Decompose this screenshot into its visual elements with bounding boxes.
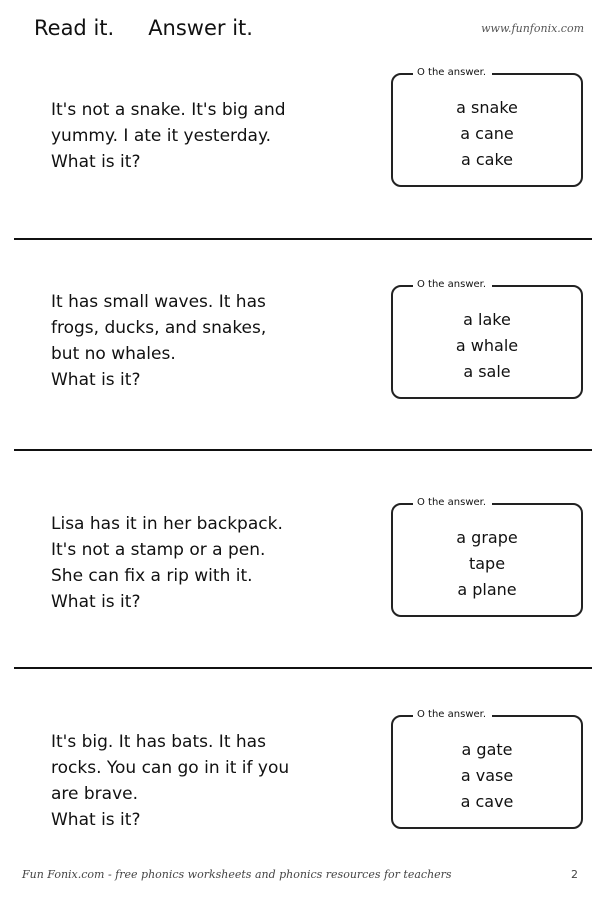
question-3 bbox=[51, 511, 283, 615]
question-line: yummy. I ate it yesterday. bbox=[51, 126, 271, 146]
question-1 bbox=[51, 97, 286, 175]
question-2 bbox=[51, 289, 266, 393]
answer-box-3 bbox=[391, 497, 583, 617]
question-line: rocks. You can go in it if you bbox=[51, 758, 290, 778]
answer-legend: O the answer. bbox=[413, 709, 492, 720]
question-line: but no whales. bbox=[51, 344, 176, 364]
answer-legend: O the answer. bbox=[413, 279, 492, 290]
answer-box-2 bbox=[391, 279, 583, 399]
answer-box-1 bbox=[391, 67, 583, 187]
question-line: What is it? bbox=[51, 370, 141, 390]
question-line: are brave. bbox=[51, 784, 139, 804]
page-number: 2 bbox=[571, 868, 578, 881]
worksheet-title bbox=[34, 16, 253, 40]
answer-option[interactable]: a vase bbox=[460, 766, 514, 785]
question-line: Lisa has it in her backpack. bbox=[51, 514, 283, 534]
answer-option[interactable]: a sale bbox=[463, 362, 511, 381]
answer-box-4 bbox=[391, 709, 583, 829]
answer-option[interactable]: a gate bbox=[461, 740, 513, 759]
title-answer-it: Answer it. bbox=[148, 16, 253, 40]
answer-option[interactable]: a grape bbox=[456, 528, 518, 547]
question-line: What is it? bbox=[51, 810, 141, 830]
answer-option[interactable]: a cake bbox=[460, 150, 514, 169]
answer-option[interactable]: tape bbox=[468, 554, 506, 573]
section-divider bbox=[14, 238, 592, 240]
section-divider bbox=[14, 667, 592, 669]
site-url: www.funfonix.com bbox=[481, 22, 584, 35]
question-line: frogs, ducks, and snakes, bbox=[51, 318, 267, 338]
question-line: What is it? bbox=[51, 592, 141, 612]
answer-option[interactable]: a whale bbox=[455, 336, 519, 355]
answer-legend: O the answer. bbox=[413, 497, 492, 508]
question-line: It has small waves. It has bbox=[51, 292, 266, 312]
question-line: It's not a stamp or a pen. bbox=[51, 540, 266, 560]
section-divider bbox=[14, 449, 592, 451]
footer-text: Fun Fonix.com - free phonics worksheets and phonics resources for teachers bbox=[22, 868, 452, 881]
answer-option[interactable]: a cave bbox=[460, 792, 514, 811]
answer-legend: O the answer. bbox=[413, 67, 492, 78]
question-line: It's big. It has bats. It has bbox=[51, 732, 266, 752]
question-line: It's not a snake. It's big and bbox=[51, 100, 286, 120]
answer-option[interactable]: a plane bbox=[457, 580, 517, 599]
title-read-it: Read it. bbox=[34, 16, 115, 40]
answer-option[interactable]: a snake bbox=[456, 98, 518, 117]
question-line: What is it? bbox=[51, 152, 141, 172]
answer-option[interactable]: a cane bbox=[460, 124, 514, 143]
answer-option[interactable]: a lake bbox=[463, 310, 511, 329]
question-4 bbox=[51, 729, 289, 833]
question-line: She can fix a rip with it. bbox=[51, 566, 253, 586]
